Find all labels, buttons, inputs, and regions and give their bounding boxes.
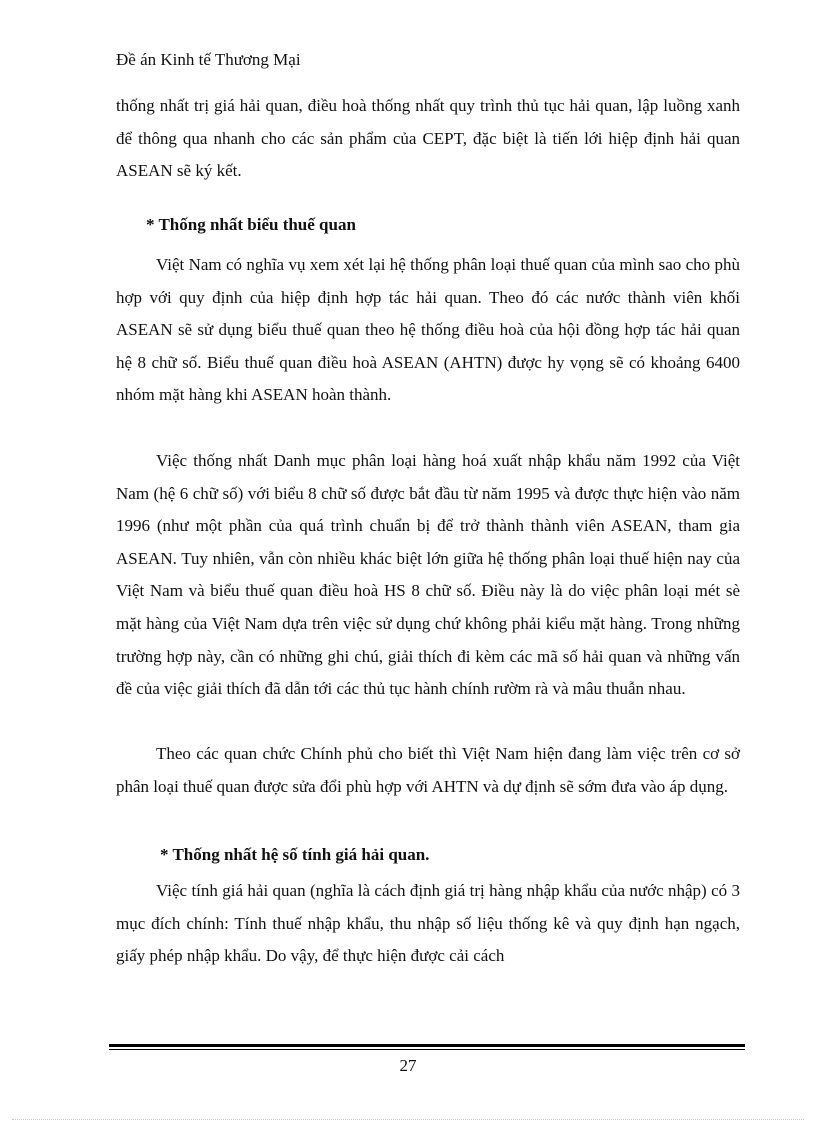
page-bottom-dotted-border — [12, 1119, 804, 1120]
paragraph-5: Việc tính giá hải quan (nghĩa là cách định giá trị hàng nhập khẩu của nước nhập) có 3 mục đích chính: Tính thuế nhập khẩu, thu nhập số liệu thống kê và quy định hạn ngạch, giấy phép nhập khẩu. Do vậy, để thực hiện được cải cách — [116, 881, 740, 966]
section-heading-tariff: * Thống nhất biểu thuế quan — [146, 215, 356, 234]
paragraph-2: Việt Nam có nghĩa vụ xem xét lại hệ thống phân loại thuế quan của mình sao cho phù hợp với quy định của hiệp định hợp tác hải quan. Theo đó các nước thành viên khối ASEAN sẽ sử dụng biểu thuế quan theo hệ thống điều hoà của hội đồng hợp tác hải quan hệ 8 chữ số. Biểu thuế quan điều hoà ASEAN (AHTN) được hy vọng sẽ có khoảng 6400 nhóm mặt hàng khi ASEAN hoàn thành. — [116, 255, 740, 405]
section-heading-customs-valuation: * Thống nhất hệ số tính giá hải quan. — [160, 845, 430, 864]
page-number: 27 — [399, 1056, 417, 1075]
paragraph-4: Theo các quan chức Chính phủ cho biết thì Việt Nam hiện đang làm việc trên cơ sở phân loại thuế quan được sửa đổi phù hợp với AHTN và dự định sẽ sớm đưa vào áp dụng. — [116, 744, 740, 796]
paragraph-1: thống nhất trị giá hải quan, điều hoà thống nhất quy trình thủ tục hải quan, lập luồng xanh để thông qua nhanh cho các sản phẩm của CEPT, đặc biệt là tiến lới hiệp định hải quan ASEAN sẽ ký kết. — [116, 96, 740, 181]
footer-rule-thin — [109, 1049, 745, 1050]
footer-rule-thick — [109, 1044, 745, 1047]
page-header-title: Đề án Kinh tế Thương Mại — [116, 50, 301, 69]
paragraph-3: Việc thống nhất Danh mục phân loại hàng hoá xuất nhập khẩu năm 1992 của Việt Nam (hệ 6 chữ số) với biểu 8 chữ số được bắt đầu từ năm 1995 và được thực hiện vào năm 1996 (như một phần của quá trình chuẩn bị để trở thành thành viên ASEAN, tham gia ASEAN. Tuy nhiên, vẫn còn nhiều khác biệt lớn giữa hệ thống phân loại thuế hiện nay của Việt Nam và biểu thuế quan điều hoà HS 8 chữ số. Điều này là do việc phân loại mét sè mặt hàng của Việt Nam dựa trên việc sử dụng chứ không phải kiểu mặt hàng. Trong những trường hợp này, cần có những ghi chú, giải thích đi kèm các mã số hải quan và những vấn đề của việc giải thích đã dẫn tới các thủ tục hành chính rườm rà và mâu thuẫn nhau. — [116, 451, 740, 699]
